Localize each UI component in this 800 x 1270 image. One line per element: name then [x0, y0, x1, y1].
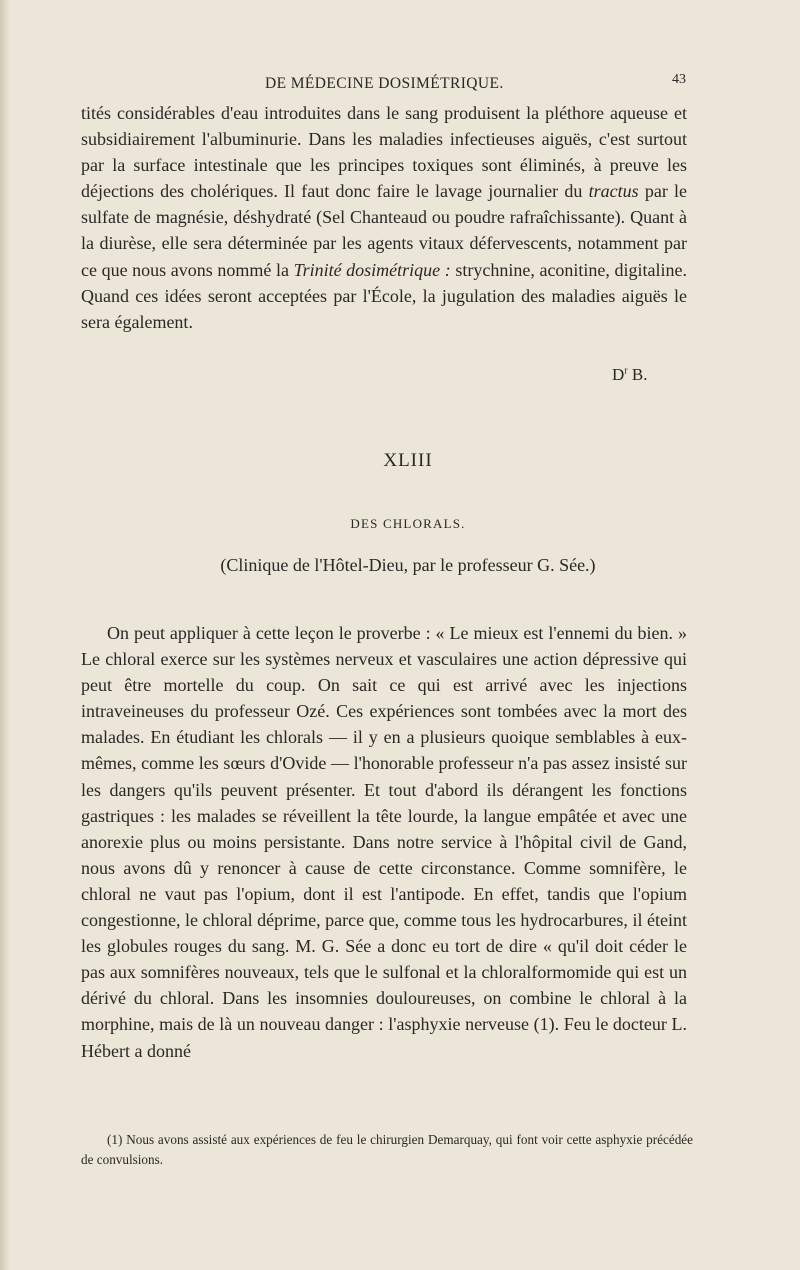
continuation-text — [81, 100, 687, 335]
continuation-text-part-3: strychnine, aconitine, digitaline. Quand ces idées seront acceptées par l'École, la jugulation des maladies aiguës le sera également. — [81, 259, 688, 332]
running-head: DE MÉDECINE DOSIMÉTRIQUE. — [265, 75, 504, 92]
author-signature — [612, 365, 647, 385]
italic-trinite: Trinité dosimétrique : — [293, 259, 451, 280]
continuation-text-part-2: par le sulfate de magnésie, déshydraté (Sel Chanteaud ou poudre rafraîchissante). Quant à la diurèse, elle sera déterminée par les agents vitaux défervescents, notamment par ce que nous avons nommé la — [81, 181, 688, 280]
main-text: On peut appliquer à cette leçon le proverbe : « Le mieux est l'ennemi du bien. » Le chloral exerce sur les systèmes nerveux et vasculaires une action dépressive qui peut être mortelle du coup. On sait ce qui est arrivé avec les injections intraveineuses du professeur Ozé. Ces expériences sont tombées avec la mort des malades. En étudiant les chlorals — il y en a plusieurs quoique semblables à eux-mêmes, comme les sœurs d'Ovide — l'honorable professeur n'a pas assez insisté sur les dangers qu'ils peuvent présenter. Et tout d'abord ils dérangent les fonctions gastriques : les malades se réveillent la tête lourde, la langue empâtée et avec une anorexie plus ou moins persistante. Dans notre service à l'hôpital civil de Gand, nous avons dû y renoncer à cause de cette circonstance. Comme somnifère, le chloral ne vaut pas l'opium, dont il est l'antipode. En effet, tandis que l'opium congestionne, le chloral déprime, parce que, comme tous les hydrocarbures, il éteint les globules rouges du sang. M. G. Sée a donc eu tort de dire « qu'il doit céder le pas aux somnifères nouveaux, tels que le sulfonal et la chloralformomide qui est un dérivé du chloral. Dans les insomnies douloureuses, on combine le chloral à la morphine, mais de là un nouveau danger : l'asphyxie nerveuse (1). Feu le docteur L. Hébert a donné — [81, 623, 687, 1061]
main-paragraph — [81, 620, 687, 1064]
signature-superscript: r — [624, 365, 628, 377]
signature-initial: B. — [631, 365, 648, 384]
footnote-text: (1) Nous avons assisté aux expériences de feu le chirurgien Demarquay, qui font voir cette asphyxie précédée de convulsions. — [81, 1132, 693, 1167]
page-binding-shadow — [0, 0, 10, 1270]
chapter-title: DES CHLORALS. — [350, 516, 466, 531]
signature-prefix: D — [612, 365, 625, 384]
italic-tractus: tractus — [588, 181, 639, 202]
chapter-subtitle: (Clinique de l'Hôtel-Dieu, par le professeur G. Sée.) — [220, 555, 596, 575]
page-number: 43 — [672, 72, 686, 87]
continuation-paragraph — [81, 100, 687, 335]
continuation-text-part-1: tités considérables d'eau introduites dans le sang produisent la pléthore aqueuse et subsidiairement l'albuminurie. Dans les maladies infectieuses aiguës, c'est surtout par la surface intestinale que les principes toxiques sont éliminés, à preuve les déjections des cholériques. Il faut donc faire le lavage journalier du — [81, 103, 687, 202]
chapter-number: XLIII — [383, 450, 433, 471]
footnote — [81, 1130, 693, 1170]
